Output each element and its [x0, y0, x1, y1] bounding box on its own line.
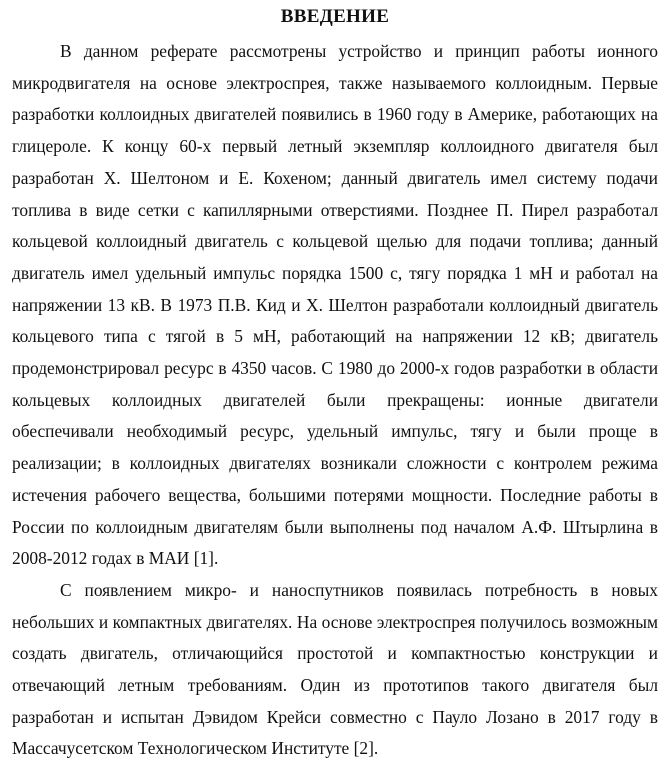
document-page — [12, 4, 658, 765]
paragraph-history: В данном реферате рассмотрены устройство и принцип работы ионного микродвигателя на основе электроспрея, также называемого коллоидным. Первые разработки коллоидных двигателей появились в 1960 году в Америке, работающих на глицероле. К концу 60-х первый летный экземпляр коллоидного двигателя был разработан Х. Шелтоном и Е. Кохеном; данный двигатель имел систему подачи топлива в виде сетки с капиллярными отверстиями. Позднее П. Пирел разработал кольцевой коллоидный двигатель с кольцевой щелью для подачи топлива; данный двигатель имел удельный импульс порядка 1500 с, тягу порядка 1 мН и работал на напряжении 13 кВ. В 1973 П.В. Кид и Х. Шелтон разработали коллоидный двигатель кольцевого типа с тягой в 5 мН, работающий на напряжении 12 кВ; двигатель продемонстрировал ресурс в 4350 часов. С 1980 до 2000-х годов разработки в области кольцевых коллоидных двигателей были прекращены: ионные двигатели обеспечивали необходимый ресурс, удельный импульс, тягу и были проще в реализации; в коллоидных двигателях возникали сложности с контролем режима истечения рабочего вещества, большими потерями мощности. Последние работы в России по коллоидным двигателям были выполнены под началом А.Ф. Штырлина в 2008-2012 годах в МАИ [1]. — [12, 41, 658, 569]
page-title: ВВЕДЕНИЕ — [280, 6, 390, 27]
paragraph-microsatellites: С появлением микро- и наноспутников появилась потребность в новых небольших и компактных двигателях. На основе электроспрея получилось возможным создать двигатель, отличающийся простотой и компактностью конструкции и отвечающий летным требованиям. Один из прототипов такого двигателя был разработан и испытан Дэвидом Крейси совместно с Пауло Лозано в 2017 году в Массачусетском Технологическом Институте [2]. — [12, 579, 658, 759]
